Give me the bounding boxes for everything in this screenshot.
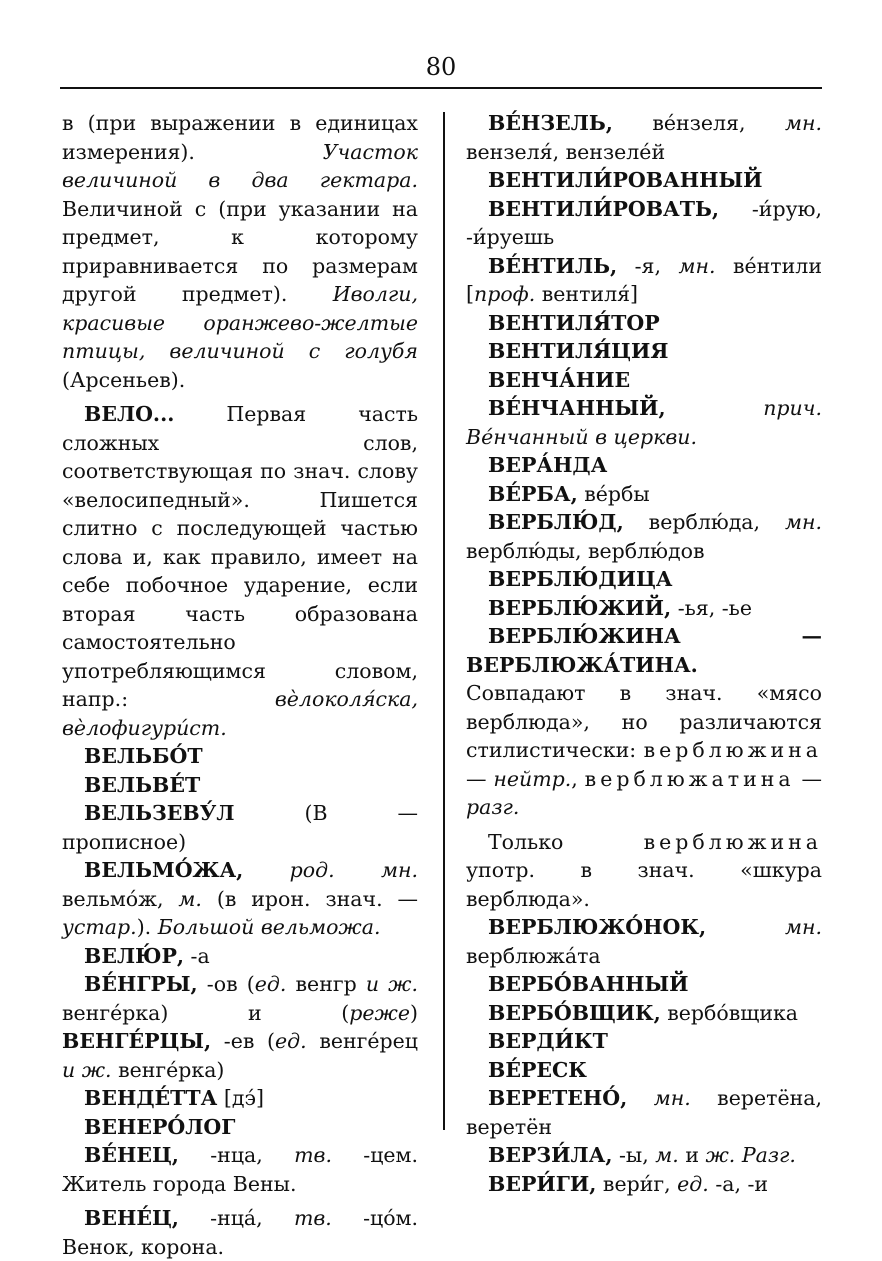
body-text: — — [794, 766, 822, 791]
italic-text: м. — [655, 1143, 679, 1167]
headword: ВЕРЗИ́ЛА, — [488, 1143, 613, 1167]
body-text: , — [571, 766, 585, 791]
body-text: в (при выражении в единицах измерения). — [62, 111, 418, 164]
italic-text: реже — [349, 1000, 410, 1025]
column-divider — [443, 112, 445, 1130]
dictionary-entry — [466, 252, 822, 309]
italic-text: разг. — [466, 795, 520, 819]
headword: ВЕРБЛЮЖО́НОК, — [488, 915, 707, 939]
headword: ВЕРДИ́КТ — [488, 1029, 608, 1053]
body-text: и — [678, 1143, 706, 1167]
headword: ВЕ́НЗЕЛЬ, — [488, 111, 613, 135]
italic-text: прич. Ве́нчанный в церкви. — [466, 396, 822, 449]
body-text — [666, 396, 764, 420]
dictionary-entry — [466, 1027, 822, 1056]
body-text: [дэ́] — [217, 1086, 265, 1110]
headword: ВЕНГЕ́РЦЫ, — [62, 1029, 212, 1053]
body-text: ве́нзеля, — [612, 111, 785, 135]
italic-text: мн. — [784, 915, 822, 939]
dictionary-entry — [466, 451, 822, 480]
body-text: (В — прописное) — [62, 801, 418, 854]
headword: ВЕРА́НДА — [488, 453, 608, 477]
body-text: употр. в знач. «шкура верблюда». — [466, 858, 822, 911]
body-text: вензеля́, вензеле́й — [466, 139, 666, 164]
italic-text: и ж. — [365, 972, 418, 996]
headword: ВЕ́РЕСК — [488, 1057, 587, 1082]
italic-text: проф. — [474, 282, 536, 306]
body-text: верблюжина — [643, 738, 822, 762]
dictionary-entry — [62, 1113, 418, 1142]
dictionary-entry — [466, 913, 822, 970]
dictionary-entry — [62, 1084, 418, 1113]
body-text: -нца, — [178, 1143, 295, 1167]
body-text: -ов ( — [197, 972, 255, 996]
headword: ВЕ́НЕЦ, — [84, 1143, 179, 1167]
dictionary-entry — [466, 970, 822, 999]
italic-text: ж. Разг. — [705, 1143, 796, 1167]
body-text: -я, — [617, 253, 679, 278]
dictionary-entry — [62, 799, 418, 856]
dictionary-entry — [466, 828, 822, 914]
dictionary-entry — [466, 1056, 822, 1085]
body-text: вельмо́ж, — [62, 886, 179, 911]
italic-text: ед. — [677, 1171, 709, 1196]
dictionary-entry — [466, 195, 822, 252]
body-text: (Арсеньев). — [62, 367, 186, 392]
body-text: — — [466, 766, 494, 791]
dictionary-entry — [62, 970, 418, 1084]
headword: ВЕРБЛЮ́ЖИНА — ВЕРБЛЮЖА́ТИНА. — [466, 624, 822, 677]
headword: ВЕРИ́ГИ, — [488, 1171, 597, 1196]
headword: ВЕНТИЛЯ́ТОР — [488, 310, 660, 335]
body-text: венге́рка) — [111, 1057, 225, 1082]
body-text: вербо́вщика — [660, 1000, 799, 1025]
italic-text: мн. — [784, 510, 822, 534]
headword: ВЕНЧА́НИЕ — [488, 367, 631, 392]
body-text: -ев ( — [211, 1029, 276, 1053]
dictionary-entry — [466, 309, 822, 338]
body-text: -а — [184, 943, 210, 968]
headword: ВЕНТИЛИ́РОВАТЬ, — [488, 196, 720, 221]
body-text: вентиля́] — [535, 282, 639, 306]
dictionary-entry — [466, 622, 822, 822]
dictionary-entry — [62, 1204, 418, 1261]
body-text: (в ирон. знач. — — [201, 886, 418, 911]
italic-text: мн. — [653, 1086, 691, 1110]
italic-text: м. — [178, 886, 202, 911]
body-text: -и́рую, -и́руешь — [466, 196, 822, 249]
dictionary-entry — [62, 109, 418, 394]
dictionary-entry — [466, 366, 822, 395]
italic-text: Иволги, красивые оранжево-желтые птицы, величиной с голубя — [62, 282, 418, 363]
body-text: вери́г, — [596, 1171, 678, 1196]
headword: ВЕНЕ́Ц, — [84, 1206, 179, 1230]
headword: ВЕЛЮ́Р, — [84, 943, 185, 968]
body-text: Совпадают в знач. «мясо верблюда», но различаются стилистически: — [466, 681, 822, 762]
body-text: венге́рка) и ( — [62, 1000, 350, 1025]
italic-text: нейтр. — [493, 766, 572, 791]
italic-text: тв. — [294, 1143, 332, 1167]
body-text: ). — [136, 915, 158, 939]
headword: ВЕ́РБА, — [488, 481, 578, 506]
dictionary-entry — [62, 942, 418, 971]
italic-text: Большой вельможа. — [157, 915, 381, 939]
headword: ВЕЛЬЗЕВУ́Л — [84, 801, 235, 825]
headword: ВЕРБО́ВЩИК, — [488, 1000, 661, 1025]
headword: ВЕНЕРО́ЛОГ — [84, 1114, 236, 1139]
italic-text: вèлоколя́ска, вèлофигури́ст. — [62, 687, 418, 740]
page-number: 80 — [425, 53, 457, 81]
dictionary-entry — [466, 480, 822, 509]
italic-text: и ж. — [62, 1057, 112, 1082]
dictionary-entry — [466, 594, 822, 623]
italic-text: мн. — [678, 253, 716, 278]
left-column — [62, 109, 418, 1261]
headword: ВЕЛЬМО́ЖА, — [84, 858, 244, 882]
dictionary-entry — [466, 1084, 822, 1141]
headword: ВЕРБЛЮ́Д, — [488, 510, 624, 534]
body-text: верблю́ды, верблю́дов — [466, 538, 705, 563]
dictionary-entry — [466, 166, 822, 195]
body-text: -цем. Житель города Вены. — [62, 1143, 418, 1196]
headword: ВЕЛЬБО́Т — [84, 744, 203, 768]
italic-text: ед. — [254, 972, 287, 996]
dictionary-entry — [62, 856, 418, 942]
body-text — [706, 915, 785, 939]
body-text: Величиной с (при указании на предмет, к которому приравнивается по размерам другой предмет). — [62, 196, 418, 306]
body-text: Только — [488, 829, 644, 854]
body-text: ) — [410, 1000, 418, 1025]
headword: ВЕ́НГРЫ, — [84, 972, 198, 996]
body-text: Первая часть сложных слов, соответствующая по знач. слову «велосипедный». Пишется слитно с последующей частью слова и, как правило, имеет на себе побочное ударение, если вторая часть образована самостоятельно употребляющимся словом, напр.: — [62, 402, 418, 711]
body-text: верблю́да, — [623, 510, 785, 534]
body-text: венге́рец — [306, 1029, 418, 1053]
dictionary-entry — [62, 742, 418, 771]
dictionary-entry — [466, 999, 822, 1028]
body-text: -ы, — [612, 1143, 656, 1167]
headword: ВЕ́НЧАННЫЙ, — [488, 396, 666, 420]
headword: ВЕРБЛЮ́ДИЦА — [488, 567, 673, 591]
right-column — [466, 109, 822, 1198]
dictionary-entry — [466, 508, 822, 565]
dictionary-entry — [466, 337, 822, 366]
body-text — [627, 1086, 653, 1110]
dictionary-entry — [62, 771, 418, 800]
headword: ВЕРЕТЕНО́, — [488, 1086, 628, 1110]
body-text: -цо́м. Венок, корона. — [62, 1206, 418, 1259]
italic-text: устар. — [62, 915, 137, 939]
dictionary-entry — [466, 394, 822, 451]
dictionary-entry — [466, 1170, 822, 1199]
headword: ВЕ́НТИЛЬ, — [488, 253, 618, 278]
headword: ВЕНДЕ́ТТА — [84, 1086, 218, 1110]
italic-text: ед. — [275, 1029, 307, 1053]
body-text: ве́рбы — [577, 481, 650, 506]
headword: ВЕНТИЛИ́РОВАННЫЙ — [488, 168, 763, 192]
body-text — [243, 858, 289, 882]
dictionary-entry — [466, 109, 822, 166]
body-text: -а, -и — [708, 1171, 769, 1196]
headword: ВЕРБЛЮ́ЖИЙ, — [488, 595, 672, 620]
dictionary-entry — [62, 1141, 418, 1198]
italic-text: мн. — [784, 111, 822, 135]
headword: ВЕРБО́ВАННЫЙ — [488, 972, 689, 996]
body-text: верблюжа́та — [466, 943, 601, 968]
body-text: веретёна, веретён — [466, 1086, 822, 1139]
body-text: -ья, -ье — [671, 595, 752, 620]
dictionary-entry — [62, 400, 418, 742]
header-rule — [60, 87, 822, 89]
italic-text: род. мн. — [289, 858, 418, 882]
headword: ВЕНТИЛЯ́ЦИЯ — [488, 339, 669, 363]
italic-text: тв. — [293, 1206, 332, 1230]
body-text: верблюжина — [643, 829, 822, 854]
headword: ВЕЛЬВЕ́Т — [84, 772, 201, 797]
body-text: верблюжатина — [584, 766, 795, 791]
headword: ВЕЛО... — [84, 402, 175, 426]
body-text: -нца́, — [178, 1206, 294, 1230]
body-text: ве́нтили [ — [466, 253, 822, 306]
body-text: венгр — [286, 972, 366, 996]
italic-text: Участок величиной в два гектара. — [62, 139, 418, 192]
dictionary-entry — [466, 565, 822, 594]
dictionary-entry — [466, 1141, 822, 1170]
